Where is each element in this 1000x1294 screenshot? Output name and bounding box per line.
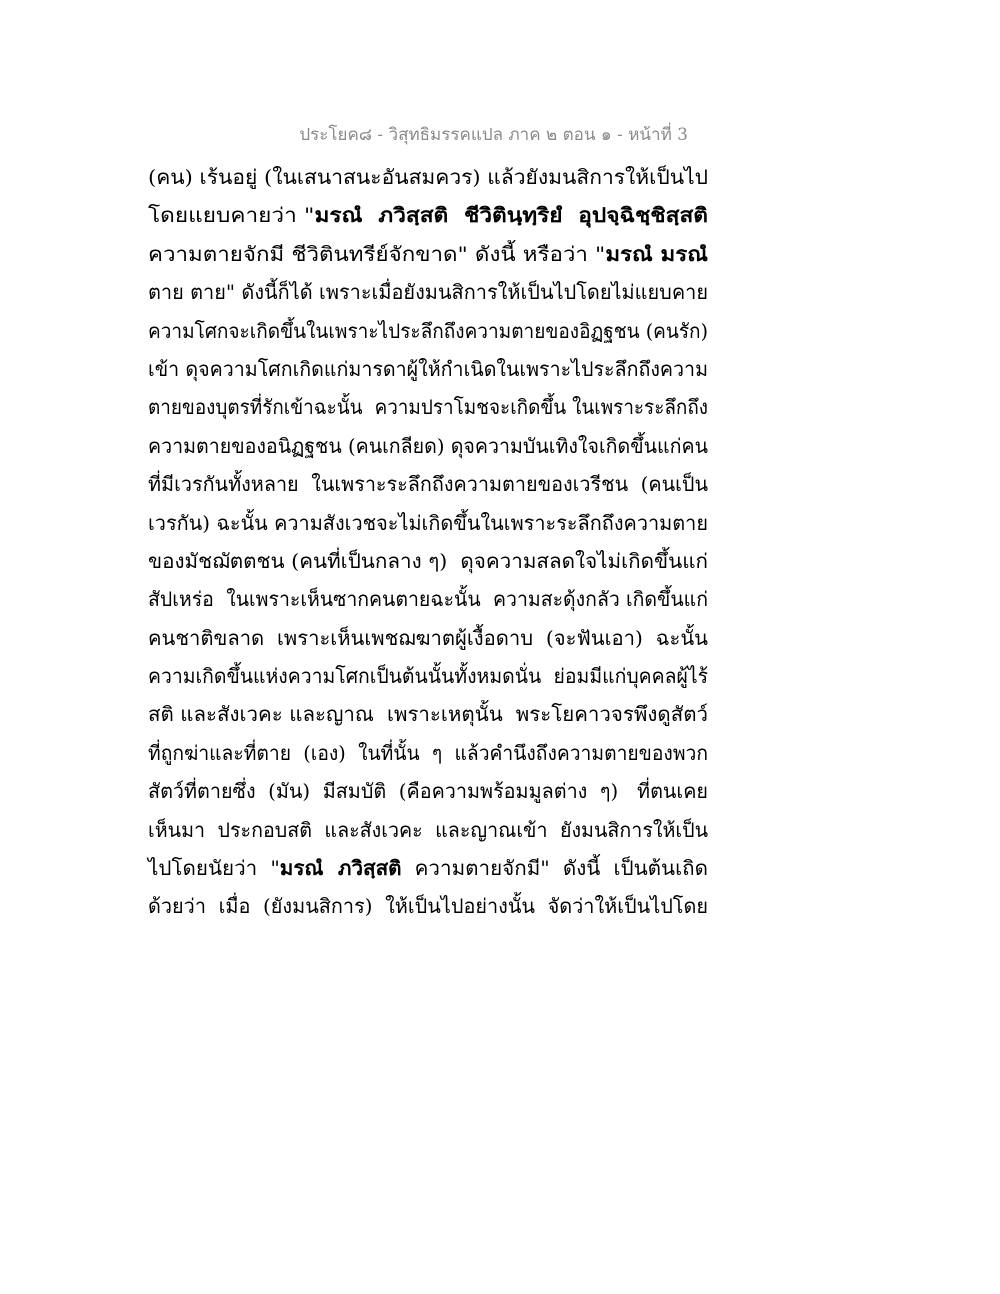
text-segment: สัตว์ที่ตายซึ่ง (มัน) มีสมบัติ (คือความพร้อมมูลต่าง ๆ) ที่ตนเคย [148, 779, 708, 804]
text-line [148, 504, 715, 542]
text-line [148, 619, 724, 657]
text-segment: (คน) เร้นอยู่ (ในเสนาสนะอันสมควร) แล้วยังมนสิการให้เป็นไป [148, 165, 708, 189]
text-line [148, 811, 708, 849]
text-line [148, 388, 708, 426]
text-line [148, 695, 732, 733]
text-line [148, 196, 793, 234]
text-line [148, 542, 736, 580]
text-line [148, 734, 708, 772]
text-segment: ที่ถูกฆ่าและที่ตาย (เอง) ในที่นั้น ๆ แล้วคำนึงถึงความตายของพวก [148, 740, 708, 765]
text-line [148, 849, 735, 887]
text-segment: ตายของบุตรที่รักเข้าฉะนั้น ความปราโมชจะเกิดขึ้น ในเพราะระลึกถึง [148, 395, 708, 420]
pali-term: มรณํ ภวิสฺสติ [279, 856, 402, 881]
text-segment: ไปโดยนัยว่า " [148, 856, 280, 881]
text-segment: ความโศกจะเกิดขึ้นในเพราะไประลึกถึงความตายของอิฏฐชน (คนรัก) [148, 318, 708, 343]
text-line [148, 580, 708, 618]
text-segment: ตาย ตาย" ดังนี้ก็ได้ เพราะเมื่อยังมนสิการให้เป็นไปโดยไม่แยบคาย [148, 280, 708, 305]
text-line [148, 887, 714, 925]
text-segment: ความตายจักมี ชีวิตินทรีย์จักขาด" ดังนี้ หรือว่า " [148, 241, 606, 266]
text-line [148, 465, 712, 503]
text-segment: สัปเหร่อ ในเพราะเห็นซากคนตายฉะนั้น ความสะดุ้งกลัว เกิดขึ้นแก่ [148, 587, 708, 612]
text-segment: สติ และสังเวคะ และญาณ เพราะเหตุนั้น พระโยคาวจรพึงดูสัตว์ [148, 702, 708, 727]
text-line [148, 235, 785, 273]
text-line [148, 158, 747, 196]
text-segment: ของมัชฌัตตชน (คนที่เป็นกลาง ๆ) ดุจความสลดใจไม่เกิดขึ้นแก่ [148, 548, 708, 573]
text-segment: ความเกิดขึ้นแห่งความโศกเป็นต้นนั้นทั้งหมดนั่น ย่อมมีแก่บุคคลผู้ไร้ [148, 664, 708, 689]
text-line [148, 312, 708, 350]
text-line [148, 657, 708, 695]
text-segment: เข้า ดุจความโศกเกิดแก่มารดาผู้ให้กำเนิดในเพราะไประลึกถึงความ [148, 356, 708, 381]
pali-term: มรณํ ภวิสฺสติ ชีวิตินฺทฺริยํ อุปจฺฉิชฺชิสฺสติ [314, 203, 708, 228]
text-line [148, 350, 707, 388]
text-segment: เวรกัน) ฉะนั้น ความสังเวชจะไม่เกิดขึ้นในเพราะระลึกถึงความตาย [148, 510, 708, 535]
pali-term: มรณํ มรณํ [605, 241, 708, 266]
text-segment: ที่มีเวรกันทั้งหลาย ในเพราะระลึกถึงความตายของเวรีชน (คนเป็น [148, 472, 708, 497]
text-segment: คนชาติขลาด เพราะเห็นเพชฌฆาตผู้เงื้อดาบ (จะฟันเอา) ฉะนั้น [148, 625, 708, 650]
text-segment: ความตายจักมี" ดังนี้ เป็นต้นเถิด [401, 856, 708, 881]
text-line [148, 772, 711, 810]
text-segment: โดยแยบคายว่า " [148, 203, 315, 228]
text-line [148, 273, 716, 311]
text-line [148, 427, 706, 465]
body-text [148, 158, 718, 926]
text-segment: เห็นมา ประกอบสติ และสังเวคะ และญาณเข้า ยังมนสิการให้เป็น [148, 817, 708, 842]
text-segment: ความตายของอนิฏฐชน (คนเกลียด) ดุจความบันเทิงใจเกิดขึ้นแก่คน [148, 433, 708, 458]
text-segment: ด้วยว่า เมื่อ (ยังมนสิการ) ให้เป็นไปอย่างนั้น จัดว่าให้เป็นไปโดย [148, 894, 708, 919]
page-header: ประโยค๘ - วิสุทธิมรรคแปล ภาค ๒ ตอน ๑ - หน้าที่ 3 [299, 125, 688, 145]
